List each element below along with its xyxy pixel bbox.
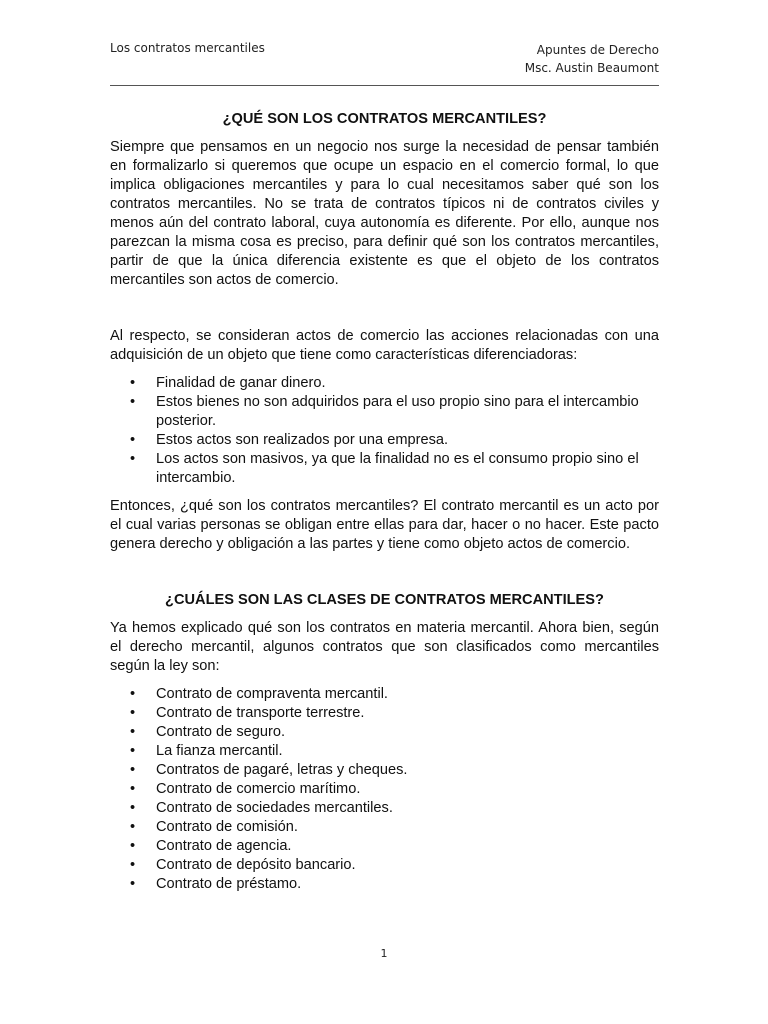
bullet-icon: •	[130, 394, 136, 410]
bullet-list-caracteristicas	[110, 374, 659, 488]
list-item: • Contrato de préstamo.	[130, 876, 302, 892]
list-item: • Contrato de compraventa mercantil.	[130, 686, 388, 702]
header-author-block	[525, 41, 659, 77]
list-item: • Contrato de sociedades mercantiles.	[130, 800, 393, 816]
paragraph-actos-comercio: Al respecto, se consideran actos de comercio las acciones relacionadas con una adquisición de un objeto que tiene como características diferenciadoras:	[110, 328, 659, 363]
section-title-que-son: ¿QUÉ SON LOS CONTRATOS MERCANTILES?	[222, 111, 547, 127]
list-item: • Finalidad de ganar dinero.	[130, 375, 326, 391]
bullet-icon: •	[130, 857, 136, 873]
list-item: • Contrato de agencia.	[130, 838, 292, 854]
list-item: • Contrato de comisión.	[130, 819, 298, 835]
list-item: • Estos bienes no son adquiridos para el uso propio sino para el intercambio posterior.	[130, 394, 639, 429]
bullet-icon: •	[130, 705, 136, 721]
header-title: Los contratos mercantiles	[110, 41, 265, 55]
bullet-icon: •	[130, 819, 136, 835]
paragraph-definicion: Entonces, ¿qué son los contratos mercantiles? El contrato mercantil es un acto por el cual varias personas se obligan entre ellas para dar, hacer o no hacer. Este pacto genera derecho y obligación a las partes y tiene como objeto actos de comercio.	[110, 498, 659, 552]
bullet-icon: •	[130, 724, 136, 740]
list-item: • Contrato de comercio marítimo.	[130, 781, 361, 797]
list-item: • Contratos de pagaré, letras y cheques.	[130, 762, 408, 778]
header-subject: Apuntes de Derecho	[536, 43, 659, 57]
bullet-icon: •	[130, 762, 136, 778]
list-item: • Los actos son masivos, ya que la finalidad no es el consumo propio sino el intercambio.	[130, 451, 639, 486]
bullet-icon: •	[130, 800, 136, 816]
section-title-clases: ¿CUÁLES SON LAS CLASES DE CONTRATOS MERCANTILES?	[165, 592, 604, 608]
paragraph-clases-intro: Ya hemos explicado qué son los contratos en materia mercantil. Ahora bien, según el derecho mercantil, algunos contratos que son clasificados como mercantiles según la ley son:	[110, 620, 659, 674]
bullet-icon: •	[130, 876, 136, 892]
page-content	[110, 110, 659, 894]
page-number: 1	[380, 947, 388, 960]
list-item: • Estos actos son realizados por una empresa.	[130, 432, 449, 448]
header-author: Msc. Austin Beaumont	[524, 61, 659, 75]
bullet-icon: •	[130, 781, 136, 797]
bullet-icon: •	[130, 838, 136, 854]
bullet-icon: •	[130, 743, 136, 759]
bullet-icon: •	[130, 686, 136, 702]
bullet-icon: •	[130, 451, 136, 467]
list-item: • Contrato de transporte terrestre.	[130, 705, 365, 721]
list-item: • La fianza mercantil.	[130, 743, 283, 759]
list-item: • Contrato de seguro.	[130, 724, 285, 740]
paragraph-intro: Siempre que pensamos en un negocio nos surge la necesidad de pensar también en formalizarlo si queremos que ocupe un espacio en el comercio formal, lo que implica obligaciones mercantiles y para lo cual necesitamos saber qué son los contratos mercantiles. No se trata de contratos típicos ni de contratos civiles y menos aún del contrato laboral, cuya autonomía es diferente. Por ello, aunque nos parezcan la misma cosa es preciso, para definir qué son los contratos mercantiles, partir de que la única diferencia existente es que el objeto de los contratos mercantiles son actos de comercio.	[110, 139, 659, 288]
bullet-list-clases	[110, 685, 659, 894]
bullet-icon: •	[130, 375, 136, 391]
header-rule	[110, 85, 659, 86]
list-item: • Contrato de depósito bancario.	[130, 857, 356, 873]
bullet-icon: •	[130, 432, 136, 448]
